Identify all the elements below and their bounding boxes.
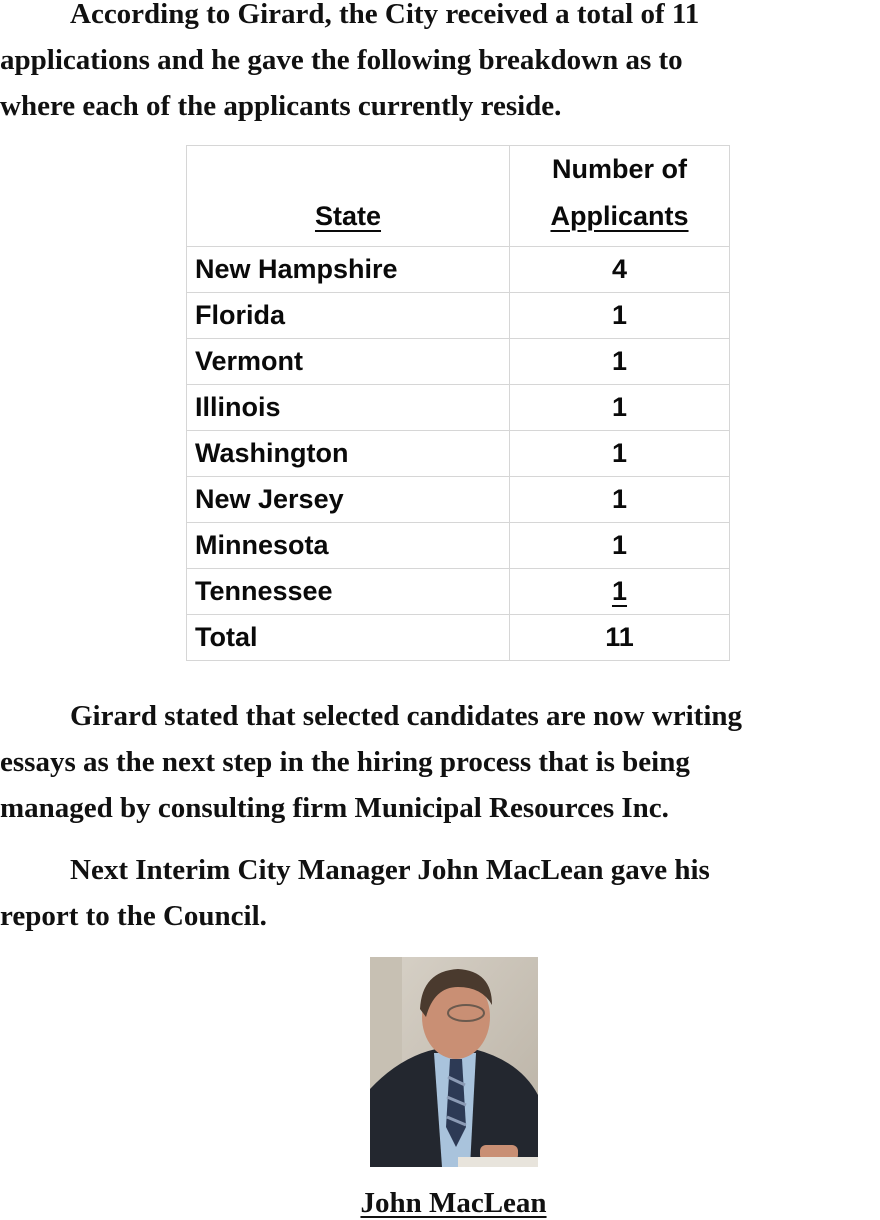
total-row	[187, 615, 730, 661]
photo-desk-paper	[458, 1157, 538, 1167]
table-row	[187, 247, 730, 293]
total-label: Total	[187, 615, 510, 661]
photo-caption: John MacLean	[360, 1187, 547, 1219]
manager-line-2: report to the Council.	[0, 900, 267, 932]
count-cell: 1	[510, 569, 730, 615]
total-count: 11	[510, 615, 730, 661]
table-header-row	[187, 146, 730, 247]
state-cell: New Jersey	[187, 477, 510, 523]
intro-line-2: applications and he gave the following breakdown as to	[0, 44, 683, 76]
table-row	[187, 477, 730, 523]
portrait-illustration	[370, 957, 538, 1167]
count-cell: 1	[510, 339, 730, 385]
state-cell: Tennessee	[187, 569, 510, 615]
table-row	[187, 569, 730, 615]
intro-line-3: where each of the applicants currently reside.	[0, 90, 562, 122]
essays-line-2: essays as the next step in the hiring process that is being	[0, 746, 690, 778]
state-cell: Washington	[187, 431, 510, 477]
intro-line-1: According to Girard, the City received a total of 11	[70, 0, 700, 30]
applicants-column-header: Number of Applicants	[510, 146, 730, 247]
john-maclean-photo	[370, 957, 538, 1167]
intro-paragraph	[0, 0, 880, 129]
count-cell: 1	[510, 385, 730, 431]
count-cell: 4	[510, 247, 730, 293]
table-row	[187, 293, 730, 339]
table-row	[187, 431, 730, 477]
state-cell: Minnesota	[187, 523, 510, 569]
count-cell: 1	[510, 523, 730, 569]
state-cell: Illinois	[187, 385, 510, 431]
count-cell: 1	[510, 431, 730, 477]
applicants-table	[186, 145, 730, 661]
state-cell: Florida	[187, 293, 510, 339]
essays-line-1: Girard stated that selected candidates are now writing	[70, 700, 743, 732]
manager-line-1: Next Interim City Manager John MacLean gave his	[70, 854, 710, 886]
state-cell: Vermont	[187, 339, 510, 385]
count-cell: 1	[510, 293, 730, 339]
essays-line-3: managed by consulting firm Municipal Resources Inc.	[0, 792, 669, 824]
state-cell: New Hampshire	[187, 247, 510, 293]
count-cell: 1	[510, 477, 730, 523]
table-row	[187, 385, 730, 431]
essays-paragraph	[0, 693, 880, 831]
state-column-header: State	[187, 146, 510, 247]
table-row	[187, 339, 730, 385]
manager-paragraph	[0, 847, 880, 939]
table-row	[187, 523, 730, 569]
